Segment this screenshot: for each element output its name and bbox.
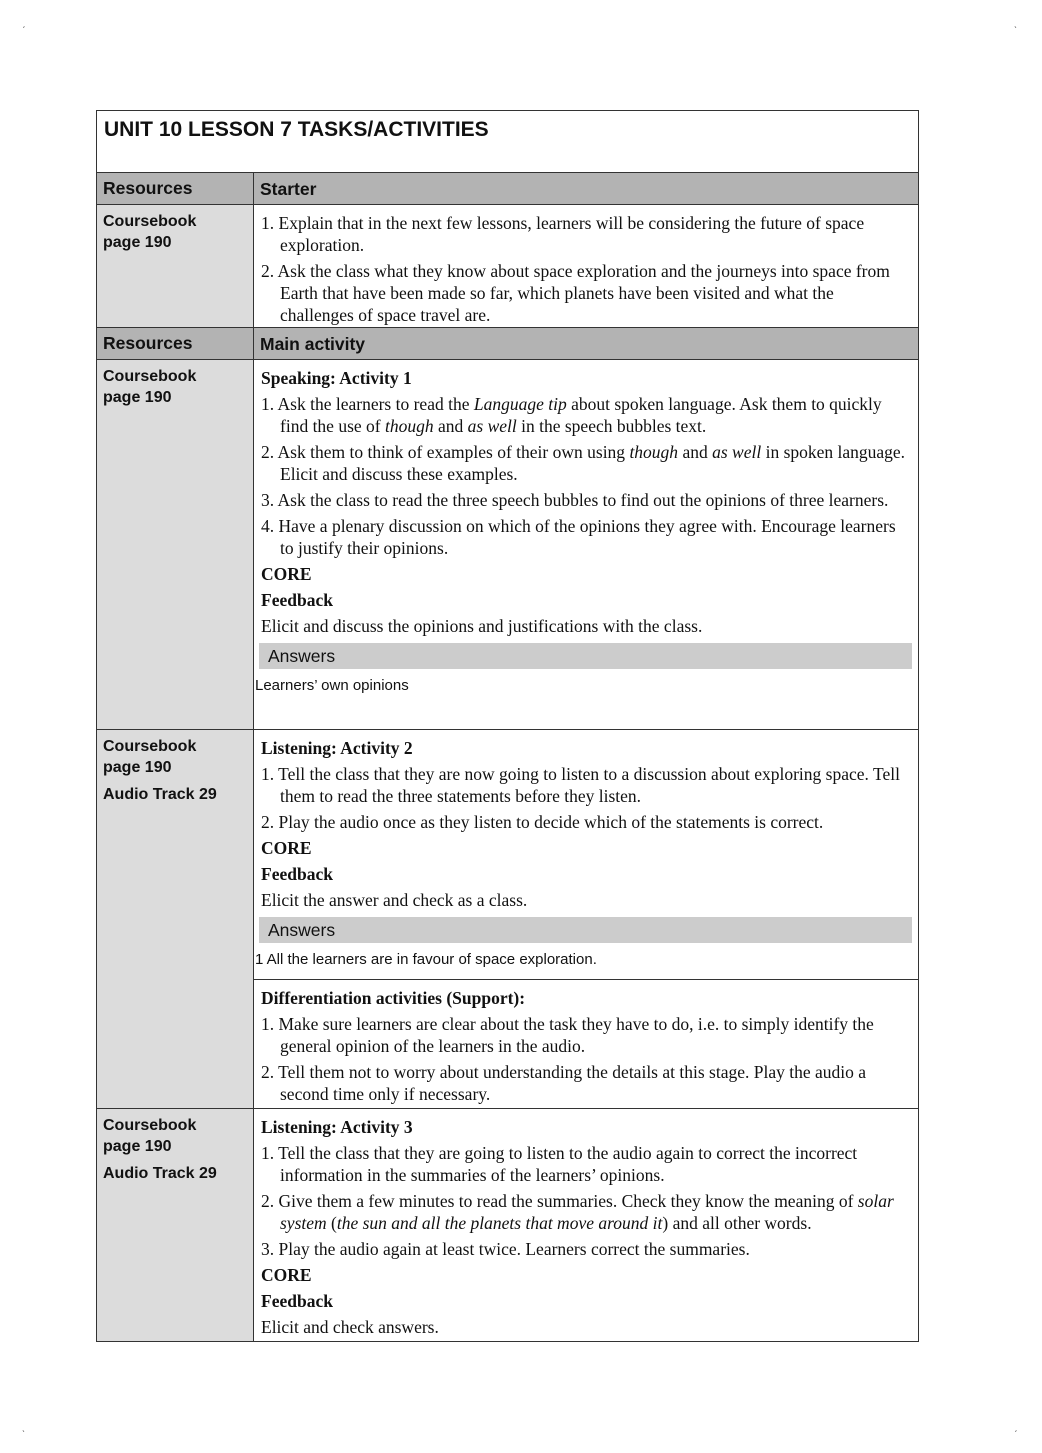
answers-text: 1 All the learners are in favour of space exploration. [255,951,597,968]
section-heading: Differentiation activities (Support): [261,988,526,1008]
text-segment: 1. Make sure learners are clear about the task they have to do, i.e. to simply identify the general opinion of the learners in the audio. [261,1014,874,1056]
differentiation-content [253,979,919,1109]
italic-text: though [384,416,434,436]
text-segment: 3. Play the audio again at least twice. Learners correct the summaries. [261,1239,750,1259]
list-item [261,393,911,437]
resource-text: Audio Track 29 [103,786,217,803]
list-item [261,260,911,326]
resource-text: Audio Track 29 [103,1165,217,1182]
text-segment: about spoken language. Ask them to quickly find the use of [280,394,882,436]
list-item [261,811,911,833]
text-segment: 2. Play the audio once as they listen to decide which of the statements is correct. [261,812,824,832]
list-item [261,1061,911,1105]
text-segment: and [433,416,468,436]
crop-mark: ˎ [22,1422,26,1433]
resource-text: page 190 [103,759,172,776]
section-heading: CORE [261,838,312,858]
crop-mark: ˎ [1014,18,1018,29]
section-heading: Feedback [261,590,333,610]
list-item [261,489,911,511]
section-heading: Listening: Activity 2 [261,738,413,758]
text-segment: ) and all other words. [662,1213,812,1233]
text-segment: 3. Ask the class to read the three speech bubbles to find out the opinions of three learners. [261,490,889,510]
activity-1-content [253,359,919,730]
text-segment: 1. Explain that in the next few lessons, learners will be considering the future of space exploration. [261,213,865,255]
numbered-list [261,212,911,326]
resource-text: Coursebook [103,368,197,385]
text-segment: in the speech bubbles text. [516,416,707,436]
header-main-activity: Main activity [253,327,919,360]
list-item [261,763,911,807]
text-segment: 1. Tell the class that they are going to listen to the audio again to correct the incorrect information in the summaries of the learners’ opinions. [261,1143,858,1185]
section-heading: Listening: Activity 3 [261,1117,413,1137]
resource-text: Coursebook [103,738,197,755]
header-resources: Resources [96,172,254,205]
text-segment: 2. Ask the class what they know about space exploration and the journeys into space from Earth that have been made so far, which planets have been visited and what the challenges of space travel are. [261,261,890,325]
italic-text: solar system [280,1191,894,1233]
list-item [261,212,911,256]
list-item [261,1142,911,1186]
crop-mark: ˏ [22,18,26,29]
header-resources: Resources [96,327,254,360]
numbered-list [261,1142,911,1260]
list-item [261,441,911,485]
section-heading: Speaking: Activity 1 [261,368,412,388]
resource-text: page 190 [103,1138,172,1155]
page-title: UNIT 10 LESSON 7 TASKS/ACTIVITIES [96,110,919,173]
text-segment: in spoken language. Elicit and discuss these examples. [280,442,906,484]
italic-text: as well [467,416,517,436]
list-item [261,1190,911,1234]
resources-cell [96,729,254,1109]
list-item [261,1013,911,1057]
text-segment: 2. Give them a few minutes to read the summaries. Check they know the meaning of [261,1191,858,1211]
paragraph: Elicit and check answers. [261,1317,439,1337]
list-item [261,1238,911,1260]
resources-cell [96,359,254,730]
section-heading: CORE [261,1265,312,1285]
answers-text: Learners’ own opinions [255,677,409,694]
activity-2-content [253,729,919,980]
text-segment: 4. Have a plenary discussion on which of the opinions they agree with. Encourage learners to justify their opinions. [261,516,896,558]
section-heading: Feedback [261,1291,333,1311]
activity-3-content [253,1108,919,1342]
starter-content [253,204,919,328]
text-segment: ( [326,1213,337,1233]
resource-text: Coursebook [103,1117,197,1134]
italic-text: as well [712,442,762,462]
resource-text: page 190 [103,389,172,406]
italic-text: though [629,442,679,462]
numbered-list [261,763,911,833]
italic-text: the sun and all the planets that move around it [336,1213,663,1233]
numbered-list [261,393,911,559]
text-segment: 1. Ask the learners to read the [261,394,474,414]
resources-cell [96,204,254,328]
text-segment: 2. Ask them to think of examples of their own using [261,442,630,462]
numbered-list [261,1013,911,1105]
italic-text: Language tip [473,394,567,414]
section-heading: CORE [261,564,312,584]
answers-label: Answers [259,917,912,943]
list-item [261,515,911,559]
answers-label: Answers [259,643,912,669]
paragraph: Elicit and discuss the opinions and justifications with the class. [261,616,703,636]
crop-mark: ˏ [1014,1422,1018,1433]
resource-text: page 190 [103,234,172,251]
section-heading: Feedback [261,864,333,884]
text-segment: 2. Tell them not to worry about understanding the details at this stage. Play the audio a second time only if necessary. [261,1062,866,1104]
paragraph: Elicit the answer and check as a class. [261,890,528,910]
header-starter: Starter [253,172,919,205]
resources-cell [96,1108,254,1342]
resource-text: Coursebook [103,213,197,230]
text-segment: 1. Tell the class that they are now going to listen to a discussion about exploring space. Tell them to read the three statements before they listen. [261,764,900,806]
text-segment: and [678,442,713,462]
